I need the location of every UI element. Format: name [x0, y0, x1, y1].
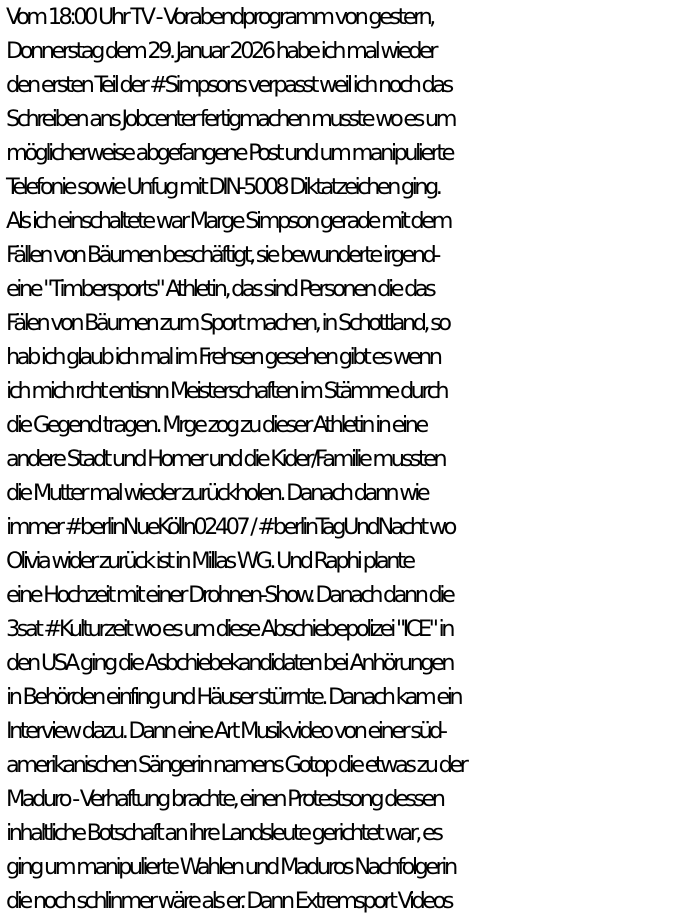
text-line: Interview dazu. Dann eine Art Musikvideo von einer süd- [6, 718, 445, 744]
text-line: in Behörden einfing und Häuser stürmte. Danach kam ein [6, 684, 461, 710]
text-line: Fällen von Bäumen beschäftigt, sie bewunderte irgend- [6, 242, 438, 268]
text-line: Vom 18:00 Uhr TV - Vorabendprogramm von gestern, [6, 4, 433, 30]
text-line: den USA ging die Asbchiebekandidaten bei Anhörungen [6, 650, 452, 676]
text-line: hab ich glaub ich mal im Frehsen gesehen gibt es wenn [6, 344, 440, 370]
text-line: Maduro - Verhaftung brachte, einen Protestsong dessen [6, 786, 443, 812]
text-line: den ersten Teil der #Simpsons verpasst weil ich noch das [6, 72, 451, 98]
text-line: immer #berlinNueKölln02407 / #berlinTagUndNacht wo [6, 514, 454, 540]
text-line: Schreiben ans Jobcenter fertigmachen musste wo es um [6, 106, 454, 132]
text-line: möglicherweise abgefangene Post und um manipulierte [6, 140, 452, 166]
text-line: Donnerstag dem 29. Januar 2026 habe ich mal wieder [6, 38, 435, 64]
text-line: ich mich rcht entisnn Meisterschaften im Stämme durch [6, 378, 447, 404]
text-line: Olivia wider zurück ist in Millas WG. Und Raphi plante [6, 548, 413, 574]
text-line: Telefonie sowie Unfug mit DIN-5008 Diktatzeichen ging. [6, 174, 440, 200]
text-line: die Gegend tragen. Mrge zog zu dieser Athletin in eine [6, 412, 426, 438]
text-line: die noch schlinmer wäre als er. Dann Extremsport Videos [6, 888, 451, 914]
text-line: eine Hochzeit mit einer Drohnen-Show. Danach dann die [6, 582, 453, 608]
body-text [6, 0, 684, 918]
text-line: eine "Timbersports" Athletin, das sind Personen die das [6, 276, 434, 302]
text-line: Als ich einschaltete war Marge Simpson gerade mit dem [6, 208, 450, 234]
text-line: andere Stadt und Homer und die Kider/Familie mussten [6, 446, 445, 472]
text-line: Fälen von Bäumen zum Sport machen, in Schottland, so [6, 310, 449, 336]
text-line: die Mutter mal wieder zurückholen. Danach dann wie [6, 480, 428, 506]
text-line: 3sat #Kulturzeit wo es um diese Abschiebepolizei "ICE" in [6, 616, 452, 642]
text-line: amerikanischen Sängerin namens Gotop die etwas zu der [6, 752, 466, 778]
text-line: inhaltliche Botschaft an ihre Landsleute gerichtet war, es [6, 820, 441, 846]
text-line: ging um manipulierte Wahlen und Maduros Nachfolgerin [6, 854, 455, 880]
